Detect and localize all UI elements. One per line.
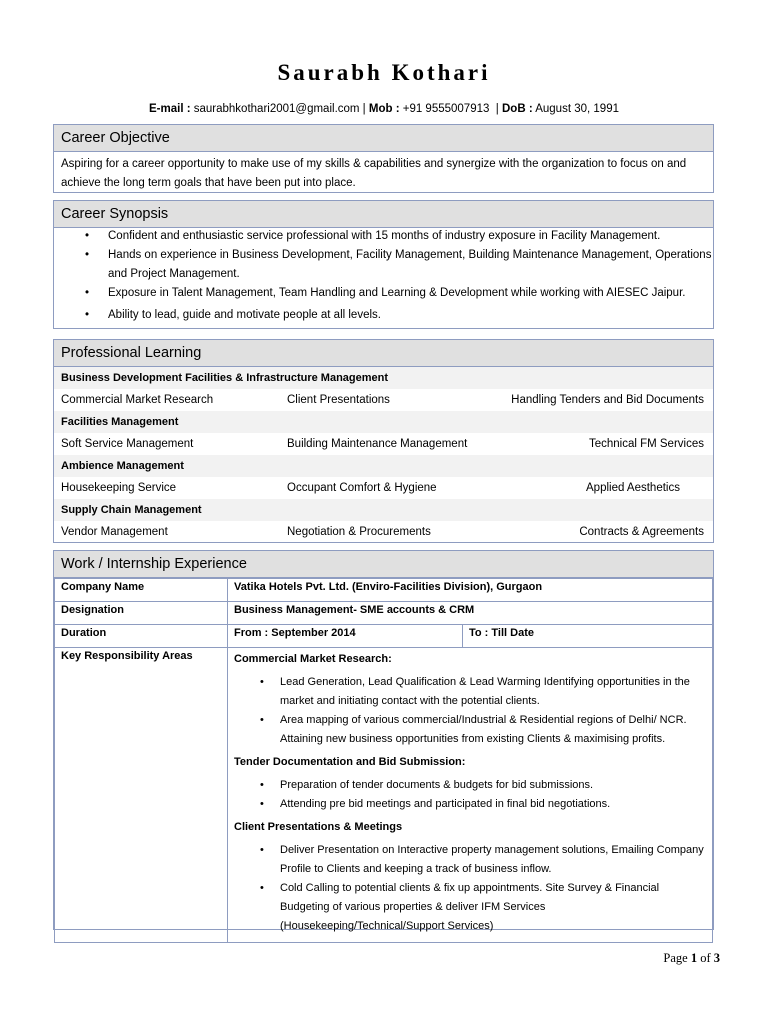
- learning-category: Supply Chain Management: [54, 499, 713, 521]
- mob-label: Mob :: [368, 103, 400, 115]
- page-number: [663, 951, 720, 966]
- kra-heading: Client Presentations & Meetings: [234, 821, 403, 833]
- learning-category: Facilities Management: [54, 411, 713, 433]
- table-row: [55, 602, 713, 625]
- list-item: • Ability to lead, guide and motivate people at all levels.: [108, 306, 713, 325]
- learning-item: Negotiation & Procurements: [287, 526, 431, 538]
- company-value: Vatika Hotels Pvt. Ltd. (Enviro-Facilities Division), Gurgaon: [228, 579, 713, 602]
- list-item: • Attending pre bid meetings and participated in final bid negotiations.: [280, 795, 706, 814]
- dob-label: DoB :: [501, 103, 533, 115]
- learning-row: [54, 521, 713, 543]
- learning-item: Handling Tenders and Bid Documents: [511, 394, 704, 406]
- learning-category: Ambience Management: [54, 455, 713, 477]
- kra-heading: Tender Documentation and Bid Submission:: [234, 756, 466, 768]
- kra-list: [234, 673, 706, 749]
- duration-label: Duration: [55, 625, 228, 648]
- work-experience-section: [53, 550, 714, 930]
- resume-name: Saurabh Kothari: [277, 60, 491, 85]
- learning-item: Commercial Market Research: [61, 394, 214, 406]
- duration-from: From : September 2014: [228, 625, 463, 648]
- table-row: [55, 625, 713, 648]
- list-item: • Lead Generation, Lead Qualification & Lead Warming Identifying opportunities in the market and initiating contact with the potential clients.: [280, 673, 706, 711]
- list-item: • Confident and enthusiastic service professional with 15 months of industry exposure in Facility Management.: [108, 227, 713, 246]
- table-row: [55, 579, 713, 602]
- duration-to: To : Till Date: [463, 625, 713, 648]
- list-item: • Cold Calling to potential clients & fix up appointments. Site Survey & Financial Budgeting of various properties & deliver IFM Services (Housekeeping/Technical/Support Services): [280, 879, 706, 936]
- learning-item: Housekeeping Service: [61, 482, 177, 494]
- learning-item: Building Maintenance Management: [287, 438, 468, 450]
- career-synopsis-section: [53, 200, 714, 329]
- page-current: 1: [690, 951, 698, 965]
- career-objective-section: [53, 124, 714, 193]
- dob-value: August 30, 1991: [535, 103, 619, 115]
- list-item: • Deliver Presentation on Interactive property management solutions, Emailing Company Profile to Clients and keeping a track of business inflow.: [280, 841, 706, 879]
- work-table: [54, 578, 713, 943]
- section-title: Work / Internship Experience: [54, 551, 713, 578]
- contact-line: E-mail : saurabhkothari2001@gmail.com | Mob : +91 9555007913 | DoB : August 30, 1991: [149, 103, 619, 115]
- learning-item: Occupant Comfort & Hygiene: [287, 482, 437, 494]
- learning-item: Client Presentations: [287, 394, 390, 406]
- learning-row: [54, 477, 713, 499]
- list-item: • Area mapping of various commercial/Industrial & Residential regions of Delhi/ NCR. Attaining new business opportunities from existing Clients & maximising profits.: [280, 711, 706, 749]
- learning-item: Vendor Management: [61, 526, 168, 538]
- learning-item: Contracts & Agreements: [579, 526, 704, 538]
- list-item: • Exposure in Talent Management, Team Handling and Learning & Development while working with AIESEC Jaipur.: [108, 284, 713, 303]
- kra-list: [234, 776, 706, 814]
- company-label: Company Name: [55, 579, 228, 602]
- designation-label: Designation: [55, 602, 228, 625]
- section-title: Professional Learning: [54, 340, 713, 367]
- email-value: saurabhkothari2001@gmail.com: [193, 103, 360, 115]
- learning-item: Technical FM Services: [588, 438, 704, 450]
- learning-item: Soft Service Management: [61, 438, 194, 450]
- table-row: [55, 648, 713, 943]
- kra-list: [234, 841, 706, 936]
- page-total: 3: [713, 951, 720, 965]
- kra-heading: Commercial Market Research:: [234, 653, 392, 665]
- designation-value: Business Management- SME accounts & CRM: [228, 602, 713, 625]
- learning-row: [54, 389, 713, 411]
- list-item: • Hands on experience in Business Development, Facility Management, Building Maintenance Management, Operations and Project Management.: [108, 246, 713, 284]
- learning-category: Business Development Facilities & Infrastructure Management: [54, 367, 713, 389]
- section-title: Career Synopsis: [54, 201, 713, 228]
- objective-text: Aspiring for a career opportunity to make use of my skills & capabilities and synergize with the organization to focus on and achieve the long term goals that have been put into place.: [61, 158, 687, 189]
- professional-learning-section: [53, 339, 714, 543]
- synopsis-list: [54, 227, 713, 325]
- learning-row: [54, 433, 713, 455]
- learning-item: Applied Aesthetics: [586, 482, 680, 494]
- of-word: of: [700, 951, 711, 965]
- mob-value: +91 9555007913: [402, 103, 490, 115]
- page-word: Page: [663, 951, 688, 965]
- list-item: • Preparation of tender documents & budgets for bid submissions.: [280, 776, 706, 795]
- email-label: E-mail :: [149, 103, 191, 115]
- section-title: Career Objective: [54, 125, 713, 152]
- kra-content: [228, 648, 713, 943]
- kra-label: Key Responsibility Areas: [55, 648, 228, 943]
